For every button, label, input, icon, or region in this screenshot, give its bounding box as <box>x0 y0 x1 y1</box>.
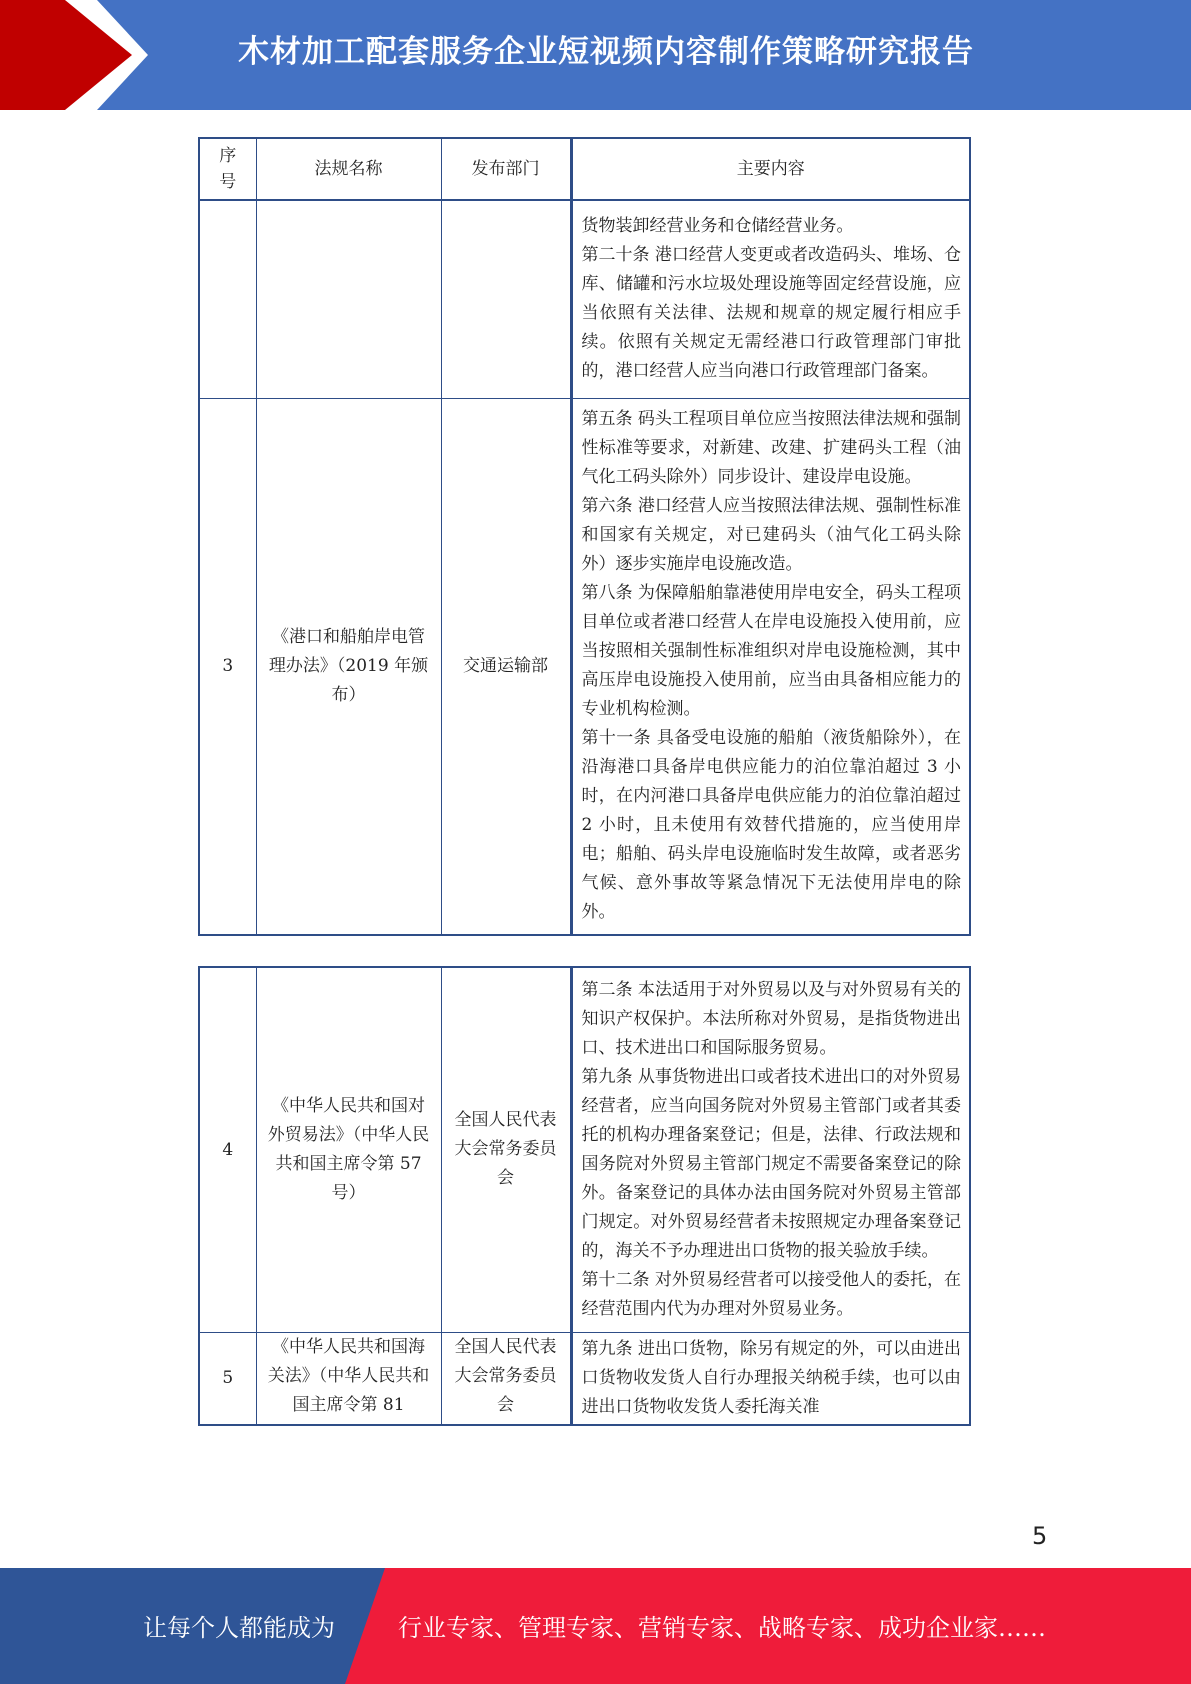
row-dept: 全国人民代表大会常务委员会 <box>441 967 571 1332</box>
content-paragraph: 货物装卸经营业务和仓储经营业务。 <box>581 216 854 237</box>
page-number: 5 <box>1032 1522 1048 1550</box>
header-no: 序号 <box>199 138 256 200</box>
table-header-row <box>199 138 970 200</box>
row-name: 《中华人民共和国对外贸易法》（中华人民共和国主席令第 57 号） <box>256 967 441 1332</box>
footer-slogan-right: 行业专家、管理专家、营销专家、战略专家、成功企业家…… <box>398 1614 1046 1642</box>
footer-slogan-left: 让每个人都能成为 <box>143 1614 335 1642</box>
row-no: 4 <box>199 967 256 1332</box>
header-content: 主要内容 <box>571 138 970 200</box>
row-name: 《中华人民共和国海关法》（中华人民共和国主席令第 81 <box>256 1332 441 1425</box>
row-content <box>571 1332 970 1425</box>
regulation-table-part-1 <box>198 137 971 936</box>
table-row <box>199 200 970 398</box>
page-header <box>0 0 1191 110</box>
content-paragraph: 第十一条 具备受电设施的船舶（液货船除外），在沿海港口具备岸电供应能力的泊位靠泊超过 3 小时，在内河港口具备岸电供应能力的泊位靠泊超过 2 小时，且未使用有效替代措施的，应当使用岸电；船舶、码头岸电设施临时发生故障，或者恶劣气候、意外事故等紧急情况下无法使用岸电的除外。 <box>581 728 961 923</box>
row-dept: 全国人民代表大会常务委员会 <box>441 1332 571 1425</box>
row-name <box>256 200 441 398</box>
content-paragraph: 第八条 为保障船舶靠港使用岸电安全，码头工程项目单位或者港口经营人在岸电设施投入使用前，应当按照相关强制性标准组织对岸电设施检测，其中高压岸电设施投入使用前，应当由具备相应能力的专业机构检测。 <box>581 583 961 720</box>
regulation-table-part-2 <box>198 966 971 1426</box>
row-dept <box>441 200 571 398</box>
content-paragraph: 第二条 本法适用于对外贸易以及与对外贸易有关的知识产权保护。本法所称对外贸易，是指货物进出口、技术进出口和国际服务贸易。 <box>581 979 961 1058</box>
table-row <box>199 1332 970 1425</box>
row-no <box>199 200 256 398</box>
table-row <box>199 967 970 1332</box>
table-row <box>199 398 970 935</box>
content-paragraph: 第二十条 港口经营人变更或者改造码头、堆场、仓库、储罐和污水垃圾处理设施等固定经营设施，应当依照有关法律、法规和规章的规定履行相应手续。依照有关规定无需经港口行政管理部门审批的，港口经营人应当向港口行政管理部门备案。 <box>581 245 961 382</box>
page-title: 木材加工配套服务企业短视频内容制作策略研究报告 <box>238 34 974 70</box>
row-content <box>571 398 970 935</box>
page-footer <box>0 1568 1191 1684</box>
content-paragraph: 第九条 从事货物进出口或者技术进出口的对外贸易经营者，应当向国务院对外贸易主管部门或者其委托的机构办理备案登记；但是，法律、行政法规和国务院对外贸易主管部门规定不需要备案登记的除外。备案登记的具体办法由国务院对外贸易主管部门规定。对外贸易经营者未按照规定办理备案登记的，海关不予办理进出口货物的报关验放手续。 <box>581 1066 961 1261</box>
row-content <box>571 200 970 398</box>
header-dept: 发布部门 <box>441 138 571 200</box>
row-dept: 交通运输部 <box>441 398 571 935</box>
header-name: 法规名称 <box>256 138 441 200</box>
row-no: 3 <box>199 398 256 935</box>
content-paragraph: 第十二条 对外贸易经营者可以接受他人的委托，在经营范围内代为办理对外贸易业务。 <box>581 1269 961 1319</box>
row-content <box>571 967 970 1332</box>
content-paragraph: 第九条 进出口货物，除另有规定的外，可以由进出口货物收发货人自行办理报关纳税手续，也可以由进出口货物收发货人委托海关准 <box>581 1338 961 1417</box>
row-no: 5 <box>199 1332 256 1425</box>
content-paragraph: 第六条 港口经营人应当按照法律法规、强制性标准和国家有关规定，对已建码头（油气化工码头除外）逐步实施岸电设施改造。 <box>581 496 961 575</box>
content-paragraph: 第五条 码头工程项目单位应当按照法律法规和强制性标准等要求，对新建、改建、扩建码头工程（油气化工码头除外）同步设计、建设岸电设施。 <box>581 409 961 488</box>
row-name: 《港口和船舶岸电管理办法》（2019 年颁布） <box>256 398 441 935</box>
